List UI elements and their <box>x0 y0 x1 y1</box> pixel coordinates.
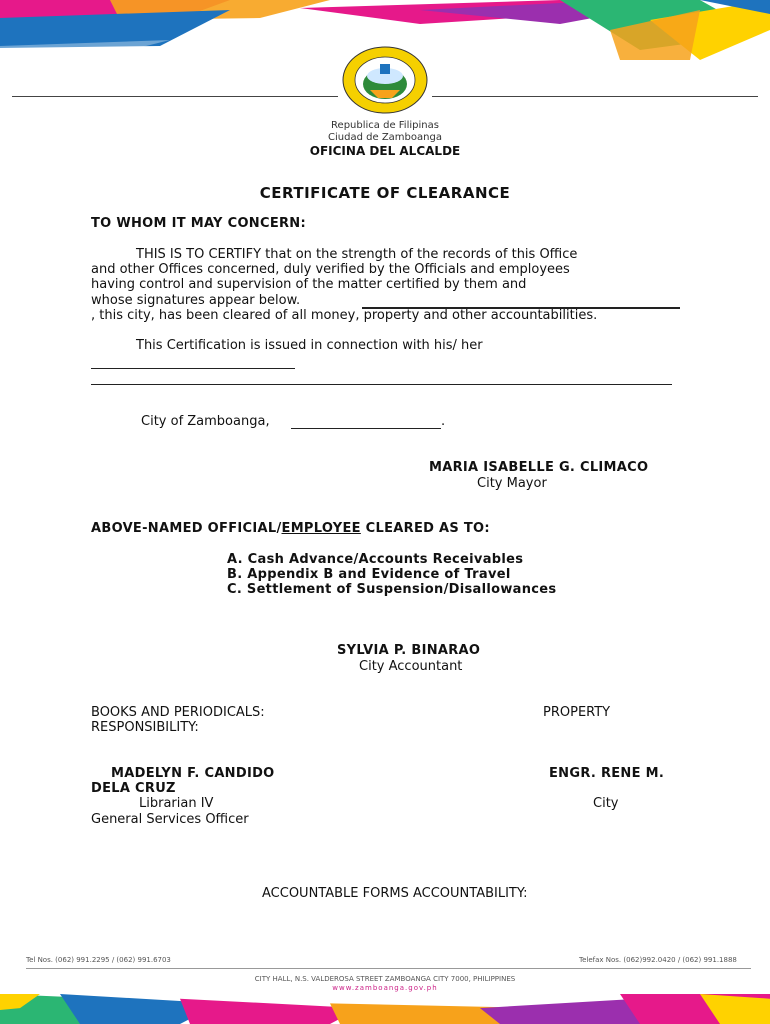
cleared-prefix: ABOVE-NAMED OFFICIAL/ <box>91 521 282 536</box>
footer-telefax: Telefax Nos. (062)992.0420 / (062) 991.1888 <box>579 956 737 964</box>
header-rule-left <box>12 96 338 97</box>
certify-line-4: whose signatures appear below. <box>91 293 301 308</box>
gso-title: General Services Officer <box>91 812 249 827</box>
clearance-item: A. Cash Advance/Accounts Receivables <box>227 552 524 567</box>
clearance-item: B. Appendix B and Evidence of Travel <box>227 567 511 582</box>
purpose-blank-line-2 <box>91 384 672 385</box>
engr-title: City <box>593 796 619 811</box>
footer-rule <box>26 968 751 969</box>
footer-tel: Tel Nos. (062) 991.2295 / (062) 991.6703 <box>26 956 171 964</box>
accountable-forms-label: ACCOUNTABLE FORMS ACCOUNTABILITY: <box>262 886 528 901</box>
footer-website: www.zamboanga.gov.ph <box>332 984 438 992</box>
certify-line-2: and other Offices concerned, duly verified by the Officials and employees <box>91 262 570 277</box>
salutation: TO WHOM IT MAY CONCERN: <box>91 216 306 231</box>
certify-end: , this city, has been cleared of all money, property and other accountabilities. <box>91 308 598 323</box>
librarian-name-cont: DELA CRUZ <box>91 781 176 796</box>
accountant-title: City Accountant <box>359 659 463 674</box>
cleared-heading <box>91 521 490 536</box>
bottom-color-banner <box>0 994 770 1024</box>
city-seal-icon <box>342 46 428 114</box>
clearance-item: C. Settlement of Suspension/Disallowances <box>227 582 557 597</box>
accountant-name: SYLVIA P. BINARAO <box>337 643 481 658</box>
header-office: OFICINA DEL ALCALDE <box>309 144 461 158</box>
engr-name: ENGR. RENE M. <box>549 766 665 781</box>
mayor-title: City Mayor <box>477 476 547 491</box>
footer-address: CITY HALL, N.S. VALDEROSA STREET ZAMBOANGA CITY 7000, PHILIPPINES <box>254 975 516 983</box>
city-end: . <box>441 414 446 429</box>
document-title: CERTIFICATE OF CLEARANCE <box>259 184 511 202</box>
mayor-name: MARIA ISABELLE G. CLIMACO <box>429 460 649 475</box>
books-label: BOOKS AND PERIODICALS: <box>91 705 265 720</box>
certify-line-1: THIS IS TO CERTIFY that on the strength of the records of this Office <box>136 247 578 262</box>
property-label: PROPERTY <box>543 705 611 720</box>
librarian-name: MADELYN F. CANDIDO <box>111 766 275 781</box>
cleared-underlined: EMPLOYEE <box>281 521 361 536</box>
header-rule-right <box>432 96 758 97</box>
issued-text: This Certification is issued in connection with his/ her <box>136 338 483 353</box>
cleared-suffix: CLEARED AS TO: <box>360 521 490 536</box>
header-ciudad: Ciudad de Zamboanga <box>328 132 442 143</box>
responsibility-label: RESPONSIBILITY: <box>91 720 199 735</box>
date-blank-line <box>291 428 441 429</box>
librarian-title: Librarian IV <box>139 796 214 811</box>
purpose-blank-line-1 <box>91 368 295 369</box>
city-label: City of Zamboanga, <box>141 414 270 429</box>
header-republic: Republica de Filipinas <box>331 120 439 131</box>
certify-line-3: having control and supervision of the matter certified by them and <box>91 277 527 292</box>
